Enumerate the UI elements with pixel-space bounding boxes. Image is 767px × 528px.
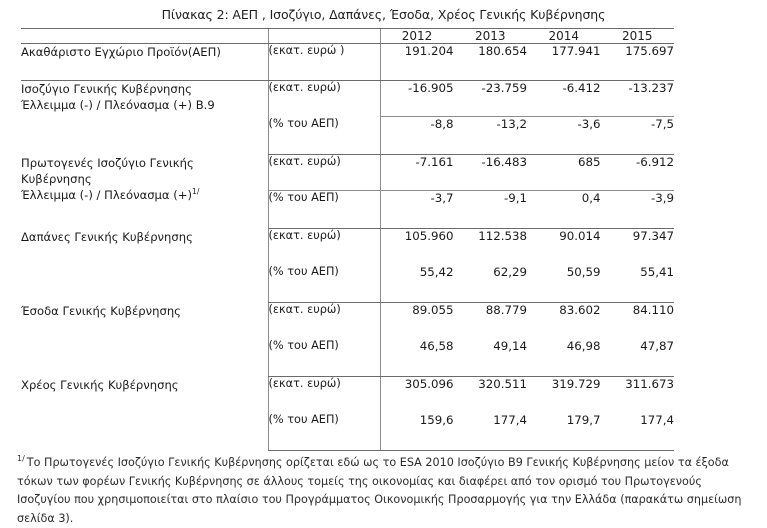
table-row: [21, 377, 674, 413]
cell-debt-eur-2012: 305.096: [380, 377, 454, 413]
cell-debt-eur-2015: 311.673: [625, 377, 674, 391]
cell-debt-eur-2013: 320.511: [478, 377, 527, 391]
cell-primary-eur-2015: -6.912: [601, 155, 675, 191]
row-unit-expenditure-euro: (εκατ. ευρώ): [268, 229, 380, 265]
cell-primary-pct-2014: 0,4: [527, 191, 601, 229]
row-label-balance: [21, 81, 268, 155]
row-unit-debt-pct: (% του ΑΕΠ): [268, 413, 380, 451]
cell-gdp-2015: 175.697: [601, 44, 675, 81]
row-unit-revenue-euro: (εκατ. ευρώ): [268, 303, 380, 339]
cell-balance-pct-2012: -8,8: [380, 117, 454, 155]
cell-expenditure-pct-2012: 55,42: [380, 265, 454, 303]
cell-balance-eur-2014: -6.412: [527, 81, 601, 117]
cell-expenditure-pct-2015: 55,41: [601, 265, 675, 303]
cell-expenditure-eur-2014: 90.014: [559, 229, 601, 243]
row-label-line2: Έλλειμμα (-) / Πλεόνασμα (+) Β.9: [21, 98, 215, 112]
table-header: [21, 29, 674, 44]
column-header-2014: 2014: [527, 29, 601, 44]
cell-revenue-eur-2014: 83.602: [559, 303, 601, 317]
cell-balance-eur-2013: -23.759: [454, 81, 528, 117]
table-container: [21, 28, 674, 451]
row-label-line1: Χρέος Γενικής Κυβέρνησης: [21, 377, 179, 392]
table-row: [21, 155, 674, 191]
cell-balance-pct-2013: -13,2: [454, 117, 528, 155]
table-body: [21, 44, 674, 451]
cell-balance-eur-2012: -16.905: [380, 81, 454, 117]
row-label-line1: Δαπάνες Γενικής Κυβέρνησης: [21, 229, 193, 244]
cell-revenue-eur-2015: 84.110: [632, 303, 674, 317]
row-label-line1: Έσοδα Γενικής Κυβέρνησης: [21, 303, 181, 318]
header-unit-blank: [268, 29, 380, 44]
header-label-blank: [21, 29, 268, 44]
cell-primary-pct-2013: -9,1: [454, 191, 528, 229]
cell-expenditure-eur-2015: 97.347: [632, 229, 674, 243]
cell-revenue-pct-2013: 49,14: [454, 339, 528, 377]
table-row: [21, 303, 674, 339]
cell-debt-pct-2012: 159,6: [380, 413, 454, 451]
row-label-debt: [21, 377, 268, 451]
row-label-line1: Ισοζύγιο Γενικής Κυβέρνησης: [21, 82, 192, 96]
cell-revenue-pct-2014: 46,98: [527, 339, 601, 377]
row-label-gdp: [21, 44, 268, 81]
cell-expenditure-pct-2013: 62,29: [454, 265, 528, 303]
row-label-expenditure: [21, 229, 268, 303]
column-header-2013: 2013: [454, 29, 528, 44]
row-unit-debt-euro: (εκατ. ευρώ): [268, 377, 380, 413]
page-title: Πίνακας 2: ΑΕΠ , Ισοζύγιο, Δαπάνες, Έσοδα, Χρέος Γενικής Κυβέρνησης: [161, 7, 606, 22]
row-label-revenue: [21, 303, 268, 377]
cell-expenditure-eur-2013: 112.538: [478, 229, 527, 243]
cell-primary-eur-2014: 685: [527, 155, 601, 191]
column-header-2012: 2012: [380, 29, 454, 44]
row-label-line1: Πρωτογενές Ισοζύγιο Γενικής Κυβέρνησης: [21, 155, 194, 186]
row-label-primary-balance: [21, 155, 268, 229]
row-label-line1: Ακαθάριστο Εγχώριο Προϊόν(ΑΕΠ): [21, 45, 221, 59]
cell-gdp-2012: 191.204: [380, 44, 454, 81]
cell-revenue-pct-2012: 46,58: [380, 339, 454, 377]
row-unit-balance-euro: (εκατ. ευρώ): [268, 81, 380, 117]
row-unit-gdp-euro: (εκατ. ευρώ ): [268, 44, 380, 81]
cell-balance-eur-2015: -13.237: [601, 81, 675, 117]
cell-primary-pct-2015: -3,9: [601, 191, 675, 229]
row-unit-expenditure-pct: (% του ΑΕΠ): [268, 265, 380, 303]
row-unit-primary-euro: (εκατ. ευρώ): [268, 155, 380, 191]
cell-revenue-eur-2013: 88.779: [485, 303, 527, 317]
cell-debt-pct-2014: 179,7: [527, 413, 601, 451]
header-row: [21, 29, 674, 44]
row-unit-revenue-pct: (% του ΑΕΠ): [268, 339, 380, 377]
row-label-line2: Έλλειμμα (-) / Πλεόνασμα (+): [21, 187, 193, 202]
row-label-line2-wrap: [21, 187, 268, 203]
table-row: [21, 81, 674, 117]
cell-debt-pct-2013: 177,4: [454, 413, 528, 451]
cell-balance-pct-2014: -3,6: [527, 117, 601, 155]
cell-balance-pct-2015: -7,5: [601, 117, 675, 155]
cell-expenditure-pct-2014: 50,59: [527, 265, 601, 303]
footnote-superscript-marker: 1/: [192, 186, 200, 196]
footnote: [17, 454, 752, 528]
cell-debt-pct-2015: 177,4: [601, 413, 675, 451]
footnote-marker: 1/: [17, 454, 25, 464]
cell-expenditure-eur-2012: 105.960: [380, 229, 454, 265]
table-row: [21, 44, 674, 81]
footnote-paragraph: [17, 454, 752, 528]
footnote-text: Το Πρωτογενές Ισοζύγιο Γενικής Κυβέρνησης ορίζεται εδώ ως το ESA 2010 Ισοζύγιο B9 Γενικής Κυβέρνησης μείον τα έξοδα τόκων των φορέων Γενικής Κυβέρνησης σε άλλους τομείς της οικονομίας και διαφέρει από τον ορισμό του Πρωτογενούς Ισοζυγίου που χρησιμοποιείται στο πλαίσιο του Προγράμματος Οικονομικής Προσαρμογής για την Ελλάδα (παρακάτω σημείωση σελίδα 3).: [17, 456, 742, 525]
cell-debt-eur-2014: 319.729: [551, 377, 601, 391]
financial-table: [21, 28, 674, 451]
row-unit-primary-pct: (% του ΑΕΠ): [268, 191, 380, 229]
table-row: [21, 229, 674, 265]
row-unit-balance-pct: (% του ΑΕΠ): [268, 117, 380, 155]
cell-primary-pct-2012: -3,7: [380, 191, 454, 229]
cell-revenue-pct-2015: 47,87: [601, 339, 675, 377]
cell-gdp-2014: 177.941: [527, 44, 601, 81]
cell-primary-eur-2012: -7.161: [380, 155, 454, 191]
cell-gdp-2013: 180.654: [454, 44, 528, 81]
cell-revenue-eur-2012: 89.055: [380, 303, 454, 339]
cell-primary-eur-2013: -16.483: [454, 155, 528, 191]
column-header-2015: 2015: [601, 29, 675, 44]
